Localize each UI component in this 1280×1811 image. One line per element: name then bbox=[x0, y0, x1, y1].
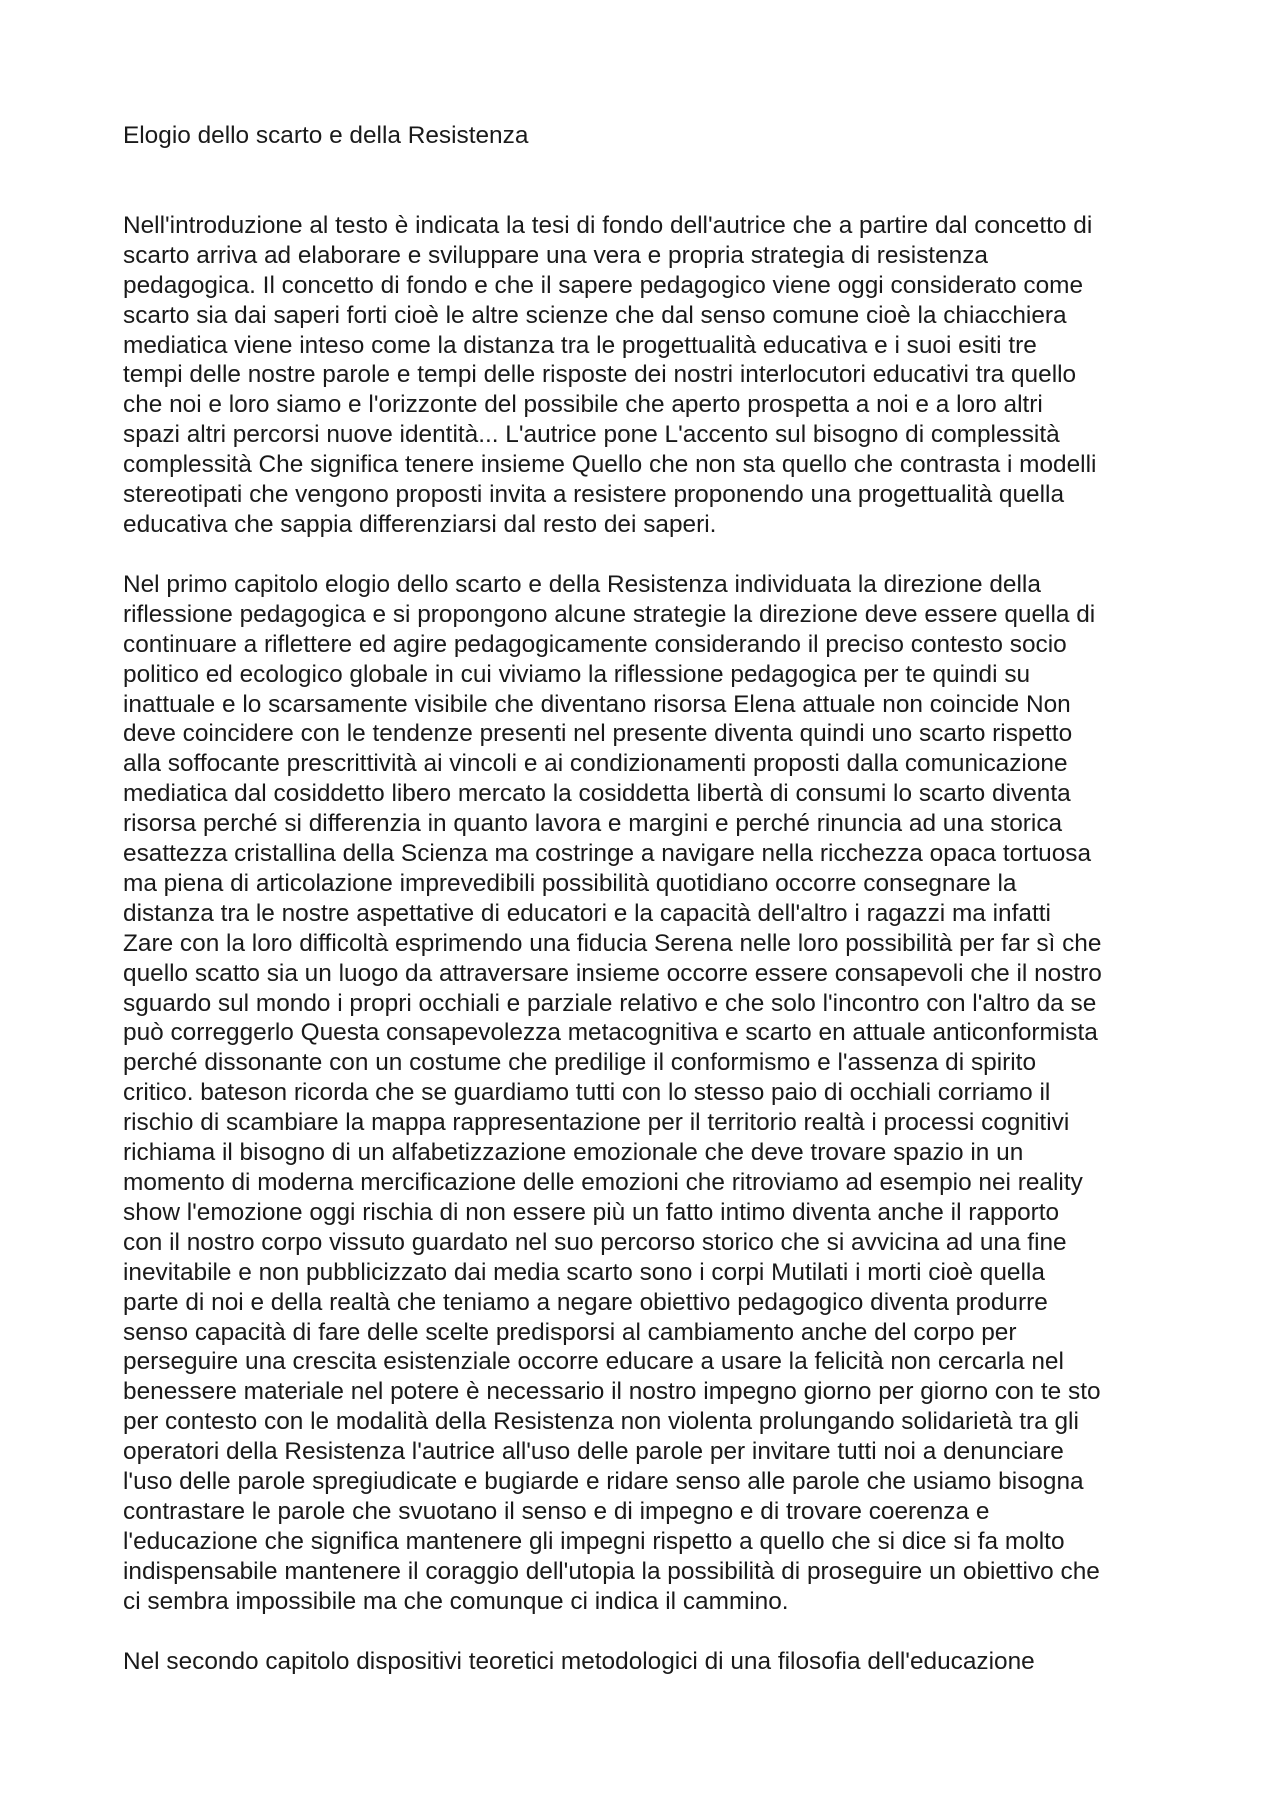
text-line: momento di moderna mercificazione delle emozioni che ritroviamo ad esempio nei reality bbox=[123, 1169, 1083, 1196]
document-body bbox=[123, 121, 1173, 1707]
text-line: pedagogica. Il concetto di fondo e che il sapere pedagogico viene oggi considerato come bbox=[123, 271, 1084, 299]
text-line: richiama il bisogno di un alfabetizzazione emozionale che deve trovare spazio in un bbox=[123, 1139, 1024, 1167]
paragraph-list bbox=[123, 211, 1173, 1677]
text-line: inevitabile e non pubblicizzato dai media scarto sono i corpi Mutilati i morti cioè quella bbox=[123, 1258, 1045, 1286]
text-line: Nel secondo capitolo dispositivi teoretici metodologici di una filosofia dell'educazione bbox=[123, 1647, 1035, 1675]
text-line: spazi altri percorsi nuove identità... L'autrice pone L'accento sul bisogno di complessità bbox=[123, 421, 1060, 449]
text-line: ma piena di articolazione imprevedibili possibilità quotidiano occorre consegnare la bbox=[123, 869, 1017, 897]
text-line: mediatica dal cosiddetto libero mercato la cosiddetta libertà di consumi lo scarto diventa bbox=[123, 780, 1071, 808]
text-line: mediatica viene inteso come la distanza tra le progettualità educativa e i suoi esiti tre bbox=[123, 331, 1037, 359]
text-line: Nel primo capitolo elogio dello scarto e della Resistenza individuata la direzione della bbox=[123, 570, 1041, 598]
text-line: riflessione pedagogica e si propongono alcune strategie la direzione deve essere quella di bbox=[123, 600, 1096, 628]
paragraph bbox=[123, 1647, 1173, 1677]
text-line: scarto arriva ad elaborare e sviluppare una vera e propria strategia di resistenza bbox=[123, 241, 988, 269]
paragraph bbox=[123, 570, 1173, 1617]
text-line: parte di noi e della realtà che teniamo a negare obiettivo pedagogico diventa produrre bbox=[123, 1288, 1048, 1316]
text-line: continuare a riflettere ed agire pedagogicamente considerando il preciso contesto socio bbox=[123, 630, 1067, 658]
text-line: con il nostro corpo vissuto guardato nel suo percorso storico che si avvicina ad una fine bbox=[123, 1228, 1067, 1256]
text-line: tempi delle nostre parole e tempi delle risposte dei nostri interlocutori educativi tra quello bbox=[123, 361, 1077, 389]
text-line: politico ed ecologico globale in cui viviamo la riflessione pedagogica per te quindi su bbox=[123, 660, 1031, 688]
text-line: scarto sia dai saperi forti cioè le altre scienze che dal senso comune cioè la chiacchiera bbox=[123, 301, 1067, 329]
text-line: benessere materiale nel potere è necessario il nostro impegno giorno per giorno con te sto bbox=[123, 1378, 1101, 1406]
text-line: educativa che sappia differenziarsi dal resto dei saperi. bbox=[123, 510, 717, 538]
text-line: show l'emozione oggi rischia di non essere più un fatto intimo diventa anche il rapporto bbox=[123, 1198, 1060, 1226]
text-line: perché dissonante con un costume che predilige il conformismo e l'assenza di spirito bbox=[123, 1049, 1037, 1077]
text-line: che noi e loro siamo e l'orizzonte del possibile che aperto prospetta a noi e a loro altri bbox=[123, 391, 1043, 419]
text-line: stereotipati che vengono proposti invita a resistere proponendo una progettualità quella bbox=[123, 481, 1065, 509]
text-line: indispensabile mantenere il coraggio dell'utopia la possibilità di proseguire un obiettivo che bbox=[123, 1557, 1100, 1585]
text-line: inattuale e lo scarsamente visibile che diventano risorsa Elena attuale non coincide Non bbox=[123, 690, 1071, 718]
text-line: l'educazione che significa mantenere gli impegni rispetto a quello che si dice si fa molto bbox=[123, 1527, 1065, 1555]
text-line: ci sembra impossibile ma che comunque ci indica il cammino. bbox=[123, 1587, 789, 1615]
text-line: per contesto con le modalità della Resistenza non violenta prolungando solidarietà tra gli bbox=[123, 1408, 1079, 1436]
text-line: rischio di scambiare la mappa rappresentazione per il territorio realtà i processi cognitivi bbox=[123, 1109, 1070, 1137]
text-line: critico. bateson ricorda che se guardiamo tutti con lo stesso paio di occhiali corriamo il bbox=[123, 1079, 1051, 1107]
text-line: Zare con la loro difficoltà esprimendo una fiducia Serena nelle loro possibilità per far sì che bbox=[123, 929, 1102, 957]
text-line: operatori della Resistenza l'autrice all'uso delle parole per invitare tutti noi a denunciare bbox=[123, 1438, 1064, 1466]
text-line: perseguire una crescita esistenziale occorre educare a usare la felicità non cercarla nel bbox=[123, 1348, 1064, 1376]
text-line: l'uso delle parole spregiudicate e bugiarde e ridare senso alle parole che usiamo bisogna bbox=[123, 1468, 1084, 1496]
text-line: alla soffocante prescrittività ai vincoli e ai condizionamenti proposti dalla comunicazione bbox=[123, 750, 1068, 778]
text-line: deve coincidere con le tendenze presenti nel presente diventa quindi uno scarto rispetto bbox=[123, 720, 1073, 748]
text-line: distanza tra le nostre aspettative di educatori e la capacità dell'altro i ragazzi ma infatti bbox=[123, 899, 1051, 927]
text-line: Nell'introduzione al testo è indicata la tesi di fondo dell'autrice che a partire dal concetto di bbox=[123, 211, 1093, 239]
text-line: contrastare le parole che svuotano il senso e di impegno e di trovare coerenza e bbox=[123, 1497, 990, 1525]
text-line: senso capacità di fare delle scelte predisporsi al cambiamento anche del corpo per bbox=[123, 1318, 1017, 1346]
text-line: quello scatto sia un luogo da attraversare insieme occorre essere consapevoli che il nostro bbox=[123, 959, 1102, 987]
text-line: risorsa perché si differenzia in quanto lavora e margini e perché rinuncia ad una storica bbox=[123, 810, 1063, 838]
text-line: sguardo sul mondo i propri occhiali e parziale relativo e che solo l'incontro con l'altro da se bbox=[123, 989, 1097, 1017]
paragraph bbox=[123, 211, 1173, 540]
text-line: esattezza cristallina della Scienza ma costringe a navigare nella ricchezza opaca tortuosa bbox=[123, 840, 1092, 868]
text-line: complessità Che significa tenere insieme Quello che non sta quello che contrasta i modelli bbox=[123, 451, 1097, 479]
document-title: Elogio dello scarto e della Resistenza bbox=[123, 122, 529, 149]
text-line: può correggerlo Questa consapevolezza metacognitiva e scarto en attuale anticonformista bbox=[123, 1019, 1098, 1047]
